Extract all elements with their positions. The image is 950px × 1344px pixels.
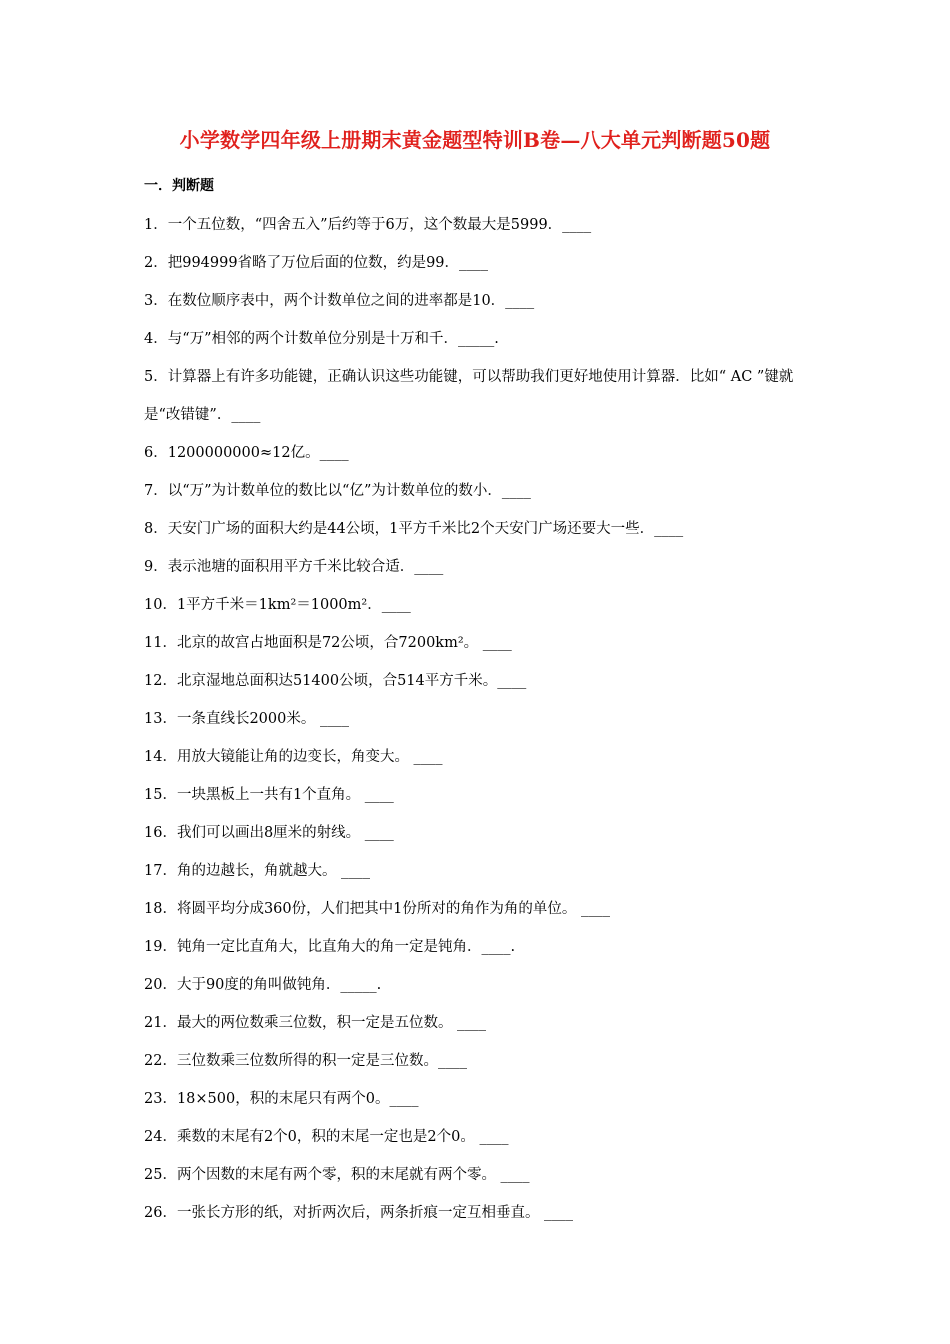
question-item — [144, 244, 824, 282]
question-number: 9． — [144, 559, 168, 575]
question-number: 18． — [144, 901, 177, 917]
question-number: 26． — [144, 1205, 177, 1221]
question-text: 天安门广场的面积大约是44公顷，1平方千米比2个天安门广场还要大一些．____ — [167, 521, 684, 537]
question-item — [144, 1156, 824, 1194]
question-text: 表示池塘的面积用平方千米比较合适．____ — [167, 559, 444, 575]
section-heading: 一．判断题 — [144, 178, 214, 194]
question-item — [144, 434, 824, 472]
question-item — [144, 548, 824, 586]
question-text: 1200000000≈12亿。____ — [167, 445, 349, 461]
question-number: 20． — [144, 977, 177, 993]
question-number: 4． — [144, 331, 168, 347]
question-item — [144, 1194, 824, 1232]
question-text: 用放大镜能让角的边变长，角变大。 ____ — [176, 749, 443, 765]
question-item — [144, 852, 824, 890]
question-item — [144, 358, 824, 434]
question-item — [144, 966, 824, 1004]
question-text: 我们可以画出8厘米的射线。 ____ — [176, 825, 394, 841]
question-text: 在数位顺序表中，两个计数单位之间的进率都是10．____ — [167, 293, 535, 309]
question-number: 23． — [144, 1091, 177, 1107]
question-text: 北京湿地总面积达51400公顷，合514平方千米。____ — [176, 673, 527, 689]
question-text: 将圆平均分成360份，人们把其中1份所对的角作为角的单位。 ____ — [176, 901, 610, 917]
question-text: 一张长方形的纸，对折两次后，两条折痕一定互相垂直。 ____ — [176, 1205, 574, 1221]
question-text: 1平方千米＝1km²＝1000m²．____ — [176, 597, 411, 613]
question-number: 10． — [144, 597, 177, 613]
question-text: 一块黑板上一共有1个直角。 ____ — [176, 787, 394, 803]
question-number: 13． — [144, 711, 177, 727]
question-item — [144, 282, 824, 320]
document-title: 小学数学四年级上册期末黄金题型特训B卷—八大单元判断题50题 — [179, 128, 771, 152]
question-item — [144, 472, 824, 510]
question-item — [144, 1118, 824, 1156]
question-text: 把994999省略了万位后面的位数，约是99．____ — [167, 255, 489, 271]
question-number: 11． — [144, 635, 177, 651]
question-item — [144, 1080, 824, 1118]
question-item — [144, 890, 824, 928]
question-item — [144, 928, 824, 966]
question-number: 3． — [144, 293, 168, 309]
question-text: 一条直线长2000米。 ____ — [176, 711, 349, 727]
question-list — [144, 206, 824, 1232]
question-number: 21． — [144, 1015, 177, 1031]
question-text: 大于90度的角叫做钝角．_____. — [176, 977, 382, 993]
question-text: 钝角一定比直角大，比直角大的角一定是钝角．____. — [176, 939, 516, 955]
question-item — [144, 320, 824, 358]
question-number: 16． — [144, 825, 177, 841]
question-text: 角的边越长，角就越大。 ____ — [176, 863, 371, 879]
question-item — [144, 814, 824, 852]
question-text: 北京的故宫占地面积是72公顷，合7200km²。 ____ — [176, 635, 512, 651]
question-text: 一个五位数，“四舍五入”后约等于6万，这个数最大是5999．____ — [167, 217, 592, 233]
question-item — [144, 662, 824, 700]
question-item — [144, 510, 824, 548]
question-text: 18×500，积的末尾只有两个0。____ — [176, 1091, 419, 1107]
question-number: 8． — [144, 521, 168, 537]
question-number: 1． — [144, 217, 168, 233]
question-text: 乘数的末尾有2个0，积的末尾一定也是2个0。 ____ — [176, 1129, 509, 1145]
question-text: 以“万”为计数单位的数比以“亿”为计数单位的数小．____ — [167, 483, 531, 499]
question-number: 24． — [144, 1129, 177, 1145]
question-text: 三位数乘三位数所得的积一定是三位数。____ — [176, 1053, 467, 1069]
question-text: 5．计算器上有许多功能键，正确认识这些功能键，可以帮助我们更好地使用计算器．比如“ AC ”键就是“改错键”．____ — [144, 369, 794, 423]
question-item — [144, 206, 824, 244]
question-number: 22． — [144, 1053, 177, 1069]
question-number: 15． — [144, 787, 177, 803]
question-text: 最大的两位数乘三位数，积一定是五位数。 ____ — [176, 1015, 487, 1031]
question-item — [144, 700, 824, 738]
question-number: 6． — [144, 445, 168, 461]
question-item — [144, 624, 824, 662]
question-item — [144, 1004, 824, 1042]
question-text: 与“万”相邻的两个计数单位分别是十万和千．_____. — [167, 331, 499, 347]
question-number: 14． — [144, 749, 177, 765]
question-number: 12． — [144, 673, 177, 689]
question-text: 两个因数的末尾有两个零，积的末尾就有两个零。 ____ — [176, 1167, 530, 1183]
question-item — [144, 1042, 824, 1080]
question-item — [144, 776, 824, 814]
question-number: 19． — [144, 939, 177, 955]
question-item — [144, 738, 824, 776]
question-number: 25． — [144, 1167, 177, 1183]
question-number: 7． — [144, 483, 168, 499]
question-number: 2． — [144, 255, 168, 271]
question-number: 17． — [144, 863, 177, 879]
question-item — [144, 586, 824, 624]
